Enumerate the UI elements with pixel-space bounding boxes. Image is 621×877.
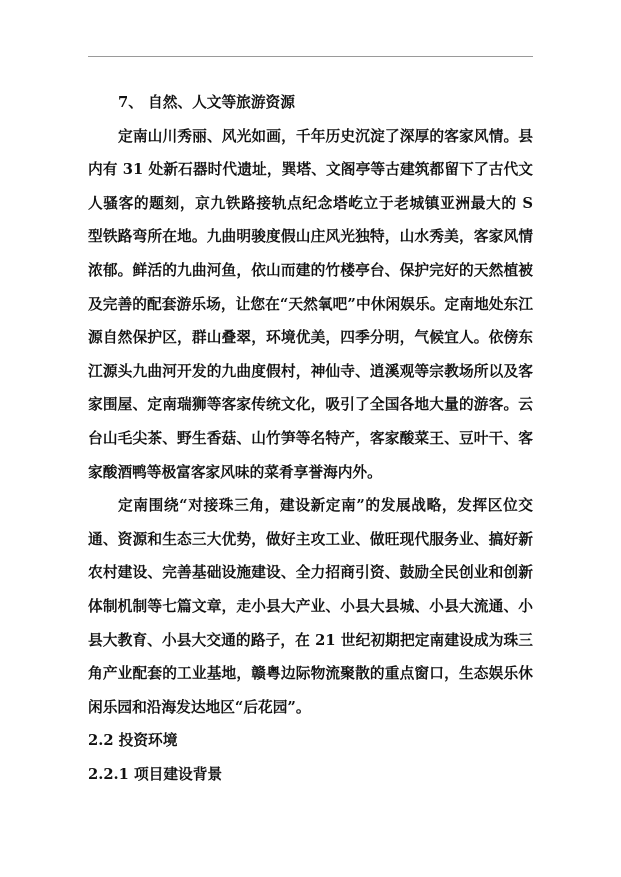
header-rule <box>88 56 533 57</box>
paragraph-tourism: 定南山川秀丽、风光如画，千年历史沉淀了深厚的客家风情。县内有 31 处新石器时代遗址，巽塔、文阁亭等古建筑都留下了古代文人骚客的题刻，京九铁路接轨点纪念塔屹立于老城镇亚洲最大的 S 型铁路弯所在地。九曲明骏度假山庄风光独特，山水秀美，客家风情浓郁。鲜活的九曲河鱼，依山而建的竹楼亭台、保护完好的天然植被及完善的配套游乐场，让您在“天然氧吧”中休闲娱乐。定南地处东江源自然保护区，群山叠翠，环境优美，四季分明，气候宜人。依傍东江源头九曲河开发的九曲度假村，神仙寺、逍溪观等宗教场所以及客家围屋、定南瑞狮等客家传统文化，吸引了全国各地大量的游客。云台山毛尖茶、野生香菇、山竹笋等名特产，客家酸菜王、豆叶干、客家酸酒鸭等极富客家风味的菜肴享誉海内外。 <box>88 127 533 481</box>
paragraph-development: 定南围绕“对接珠三角，建设新定南”的发展战略，发挥区位交通、资源和生态三大优势，做好主攻工业、做旺现代服务业、搞好新农村建设、完善基础设施建设、全力招商引资、鼓励全民创业和创新体制机制等七篇文章，走小县大产业、小县大县城、小县大流通、小县大教育、小县大交通的路子，在 21 世纪初期把定南建设成为珠三角产业配套的工业基地，赣粤边际物流聚散的重点窗口，生态娱乐休闲乐园和沿海发达地区“后花园”。 <box>88 497 533 716</box>
section-heading: 7、 自然、人文等旅游资源 <box>118 94 295 111</box>
section-2-2-1-heading: 2.2.1 项目建设背景 <box>88 765 223 783</box>
document-body <box>88 86 533 791</box>
section-2-2-heading: 2.2 投资环境 <box>88 732 178 750</box>
